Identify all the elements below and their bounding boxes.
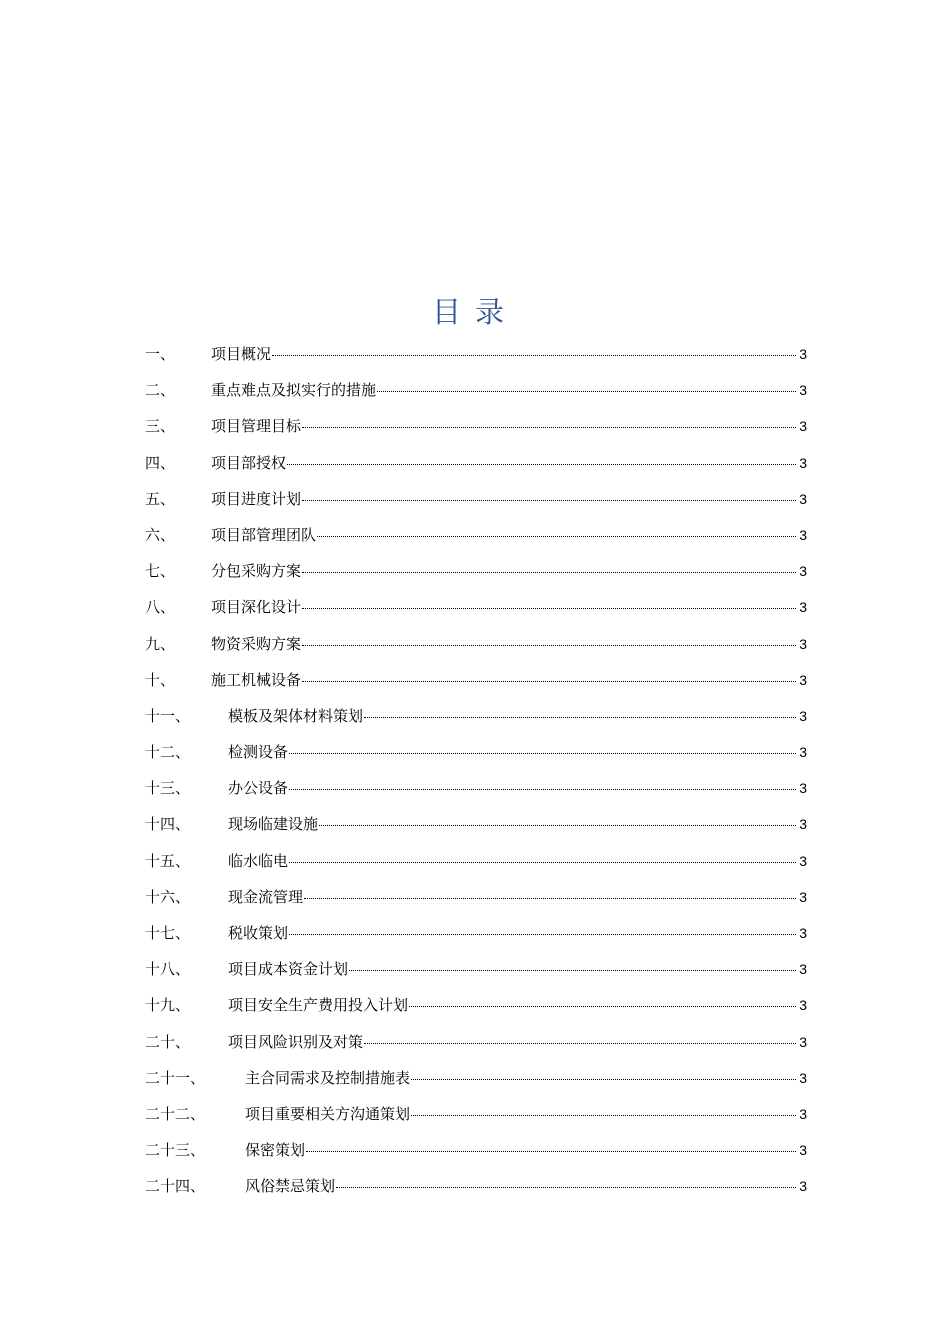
toc-entry[interactable]: [145, 774, 807, 810]
toc-entry[interactable]: [145, 955, 807, 991]
toc-dot-leader: [302, 644, 796, 646]
toc-dot-leader: [336, 1186, 796, 1188]
toc-dot-leader: [302, 499, 796, 501]
toc-entry-title[interactable]: 项目重要相关方沟通策划: [245, 1104, 411, 1123]
toc-entry-number: 八、: [145, 598, 176, 617]
toc-entry-page-number: 3: [799, 382, 807, 399]
toc-entry-title[interactable]: 项目概况: [211, 345, 272, 363]
toc-entry-page-number: 3: [799, 707, 807, 724]
toc-list: [145, 340, 807, 1209]
toc-entry-page-number: 3: [799, 925, 807, 941]
toc-entry-title[interactable]: 临水临电: [228, 851, 289, 870]
toc-entry-title[interactable]: 主合同需求及控制措施表: [245, 1068, 411, 1087]
toc-dot-leader: [349, 969, 796, 971]
toc-dot-leader: [272, 354, 796, 356]
toc-entry[interactable]: [145, 630, 807, 666]
toc-entry-page-number: 3: [799, 1105, 807, 1122]
toc-entry-number: 十六、: [145, 887, 191, 906]
toc-dot-leader: [302, 571, 796, 573]
toc-dot-leader: [289, 861, 796, 863]
toc-entry-title[interactable]: 现金流管理: [228, 887, 304, 906]
toc-entry-title[interactable]: 项目管理目标: [211, 417, 302, 436]
toc-entry-number: 十二、: [145, 743, 191, 762]
toc-entry-number: 九、: [145, 634, 176, 653]
toc-dot-leader: [289, 788, 796, 790]
toc-entry[interactable]: [145, 919, 807, 955]
toc-entry-number: 一、: [145, 345, 176, 363]
toc-entry-page-number: 3: [799, 1142, 807, 1159]
toc-entry[interactable]: [145, 449, 807, 485]
toc-dot-leader: [411, 1114, 796, 1116]
toc-dot-leader: [306, 1150, 796, 1152]
toc-entry-title[interactable]: 税收策划: [228, 924, 289, 942]
toc-entry[interactable]: [145, 412, 807, 448]
toc-entry-page-number: 3: [799, 418, 807, 435]
toc-entry-number: 十三、: [145, 779, 191, 798]
toc-entry-page-number: 3: [799, 635, 807, 652]
toc-entry[interactable]: [145, 1172, 807, 1208]
toc-entry-title[interactable]: 检测设备: [228, 743, 289, 762]
toc-entry[interactable]: [145, 340, 807, 376]
toc-entry[interactable]: [145, 810, 807, 846]
toc-entry-number: 五、: [145, 489, 176, 508]
toc-entry-title[interactable]: 风俗禁忌策划: [245, 1177, 336, 1196]
toc-entry-page-number: 3: [799, 888, 807, 905]
toc-dot-leader: [302, 426, 796, 428]
toc-dot-leader: [302, 607, 796, 609]
toc-dot-leader: [304, 897, 796, 899]
toc-entry-page-number: 3: [799, 671, 807, 688]
toc-entry-number: 十、: [145, 670, 176, 689]
toc-entry-number: 二十、: [145, 1032, 191, 1051]
toc-entry[interactable]: [145, 1064, 807, 1100]
toc-entry-title[interactable]: 项目深化设计: [211, 598, 302, 617]
toc-entry-number: 六、: [145, 525, 176, 544]
toc-entry-page-number: 3: [799, 997, 807, 1014]
toc-entry-title[interactable]: 项目风险识别及对策: [228, 1032, 364, 1051]
toc-entry-page-number: 3: [799, 961, 807, 978]
toc-entry-page-number: 3: [799, 563, 807, 580]
toc-entry-number: 四、: [145, 453, 176, 472]
toc-dot-leader: [302, 680, 796, 682]
toc-entry[interactable]: [145, 521, 807, 557]
toc-dot-leader: [411, 1078, 796, 1080]
toc-title: 目录: [431, 295, 518, 329]
toc-dot-leader: [409, 1005, 796, 1007]
toc-dot-leader: [364, 716, 796, 718]
toc-entry[interactable]: [145, 666, 807, 702]
toc-entry-page-number: 3: [799, 599, 807, 616]
toc-entry-number: 三、: [145, 417, 176, 436]
toc-entry-page-number: 3: [799, 744, 807, 761]
toc-entry-page-number: 3: [799, 454, 807, 471]
toc-entry-page-number: 3: [799, 1178, 807, 1195]
toc-entry-title[interactable]: 分包采购方案: [211, 562, 302, 581]
toc-entry-title[interactable]: 保密策划: [245, 1141, 306, 1160]
toc-entry-number: 十一、: [145, 706, 191, 725]
toc-entry-number: 十九、: [145, 996, 191, 1015]
toc-entry-number: 二十二、: [145, 1104, 206, 1123]
toc-entry-title[interactable]: 现场临建设施: [228, 815, 319, 834]
toc-entry[interactable]: [145, 1028, 807, 1064]
toc-entry-number: 七、: [145, 562, 176, 581]
toc-entry[interactable]: [145, 1100, 807, 1136]
toc-entry-title[interactable]: 模板及架体材料策划: [228, 706, 364, 725]
toc-entry-page-number: 3: [799, 526, 807, 543]
toc-entry[interactable]: [145, 1136, 807, 1172]
toc-entry[interactable]: [145, 593, 807, 629]
toc-entry[interactable]: [145, 738, 807, 774]
toc-entry-number: 十四、: [145, 815, 191, 834]
toc-entry-title[interactable]: 重点难点及拟实行的措施: [211, 381, 377, 400]
toc-dot-leader: [289, 933, 796, 935]
toc-entry[interactable]: [145, 991, 807, 1027]
toc-dot-leader: [289, 752, 796, 754]
toc-dot-leader: [287, 463, 796, 465]
toc-entry-title[interactable]: 物资采购方案: [211, 634, 302, 653]
toc-entry-number: 十八、: [145, 960, 191, 979]
toc-entry-title[interactable]: 项目进度计划: [211, 489, 302, 508]
toc-entry-number: 十七、: [145, 924, 191, 942]
toc-entry[interactable]: [145, 557, 807, 593]
toc-entry-page-number: 3: [799, 1033, 807, 1050]
toc-entry[interactable]: [145, 376, 807, 412]
toc-dot-leader: [319, 824, 796, 826]
toc-entry-title[interactable]: 项目成本资金计划: [228, 960, 349, 979]
toc-entry[interactable]: [145, 883, 807, 919]
toc-entry-title[interactable]: 办公设备: [228, 779, 289, 798]
toc-entry-number: 十五、: [145, 851, 191, 870]
toc-entry[interactable]: [145, 485, 807, 521]
toc-entry-page-number: 3: [799, 852, 807, 869]
toc-entry[interactable]: [145, 847, 807, 883]
toc-entry-number: 二、: [145, 381, 176, 400]
toc-dot-leader: [377, 390, 796, 392]
toc-entry-title[interactable]: 项目部授权: [211, 453, 287, 472]
toc-entry-page-number: 3: [799, 780, 807, 797]
toc-entry-number: 二十四、: [145, 1177, 206, 1196]
toc-entry-title[interactable]: 项目部管理团队: [211, 525, 317, 544]
toc-entry-page-number: 3: [799, 490, 807, 507]
toc-entry-title[interactable]: 施工机械设备: [211, 670, 302, 689]
toc-dot-leader: [317, 535, 796, 537]
toc-entry-number: 二十一、: [145, 1068, 206, 1087]
toc-entry-number: 二十三、: [145, 1141, 206, 1160]
toc-entry-page-number: 3: [799, 1069, 807, 1086]
toc-entry[interactable]: [145, 702, 807, 738]
toc-entry-page-number: 3: [799, 346, 807, 362]
toc-entry-page-number: 3: [799, 816, 807, 833]
toc-entry-title[interactable]: 项目安全生产费用投入计划: [228, 996, 409, 1015]
toc-dot-leader: [364, 1042, 796, 1044]
